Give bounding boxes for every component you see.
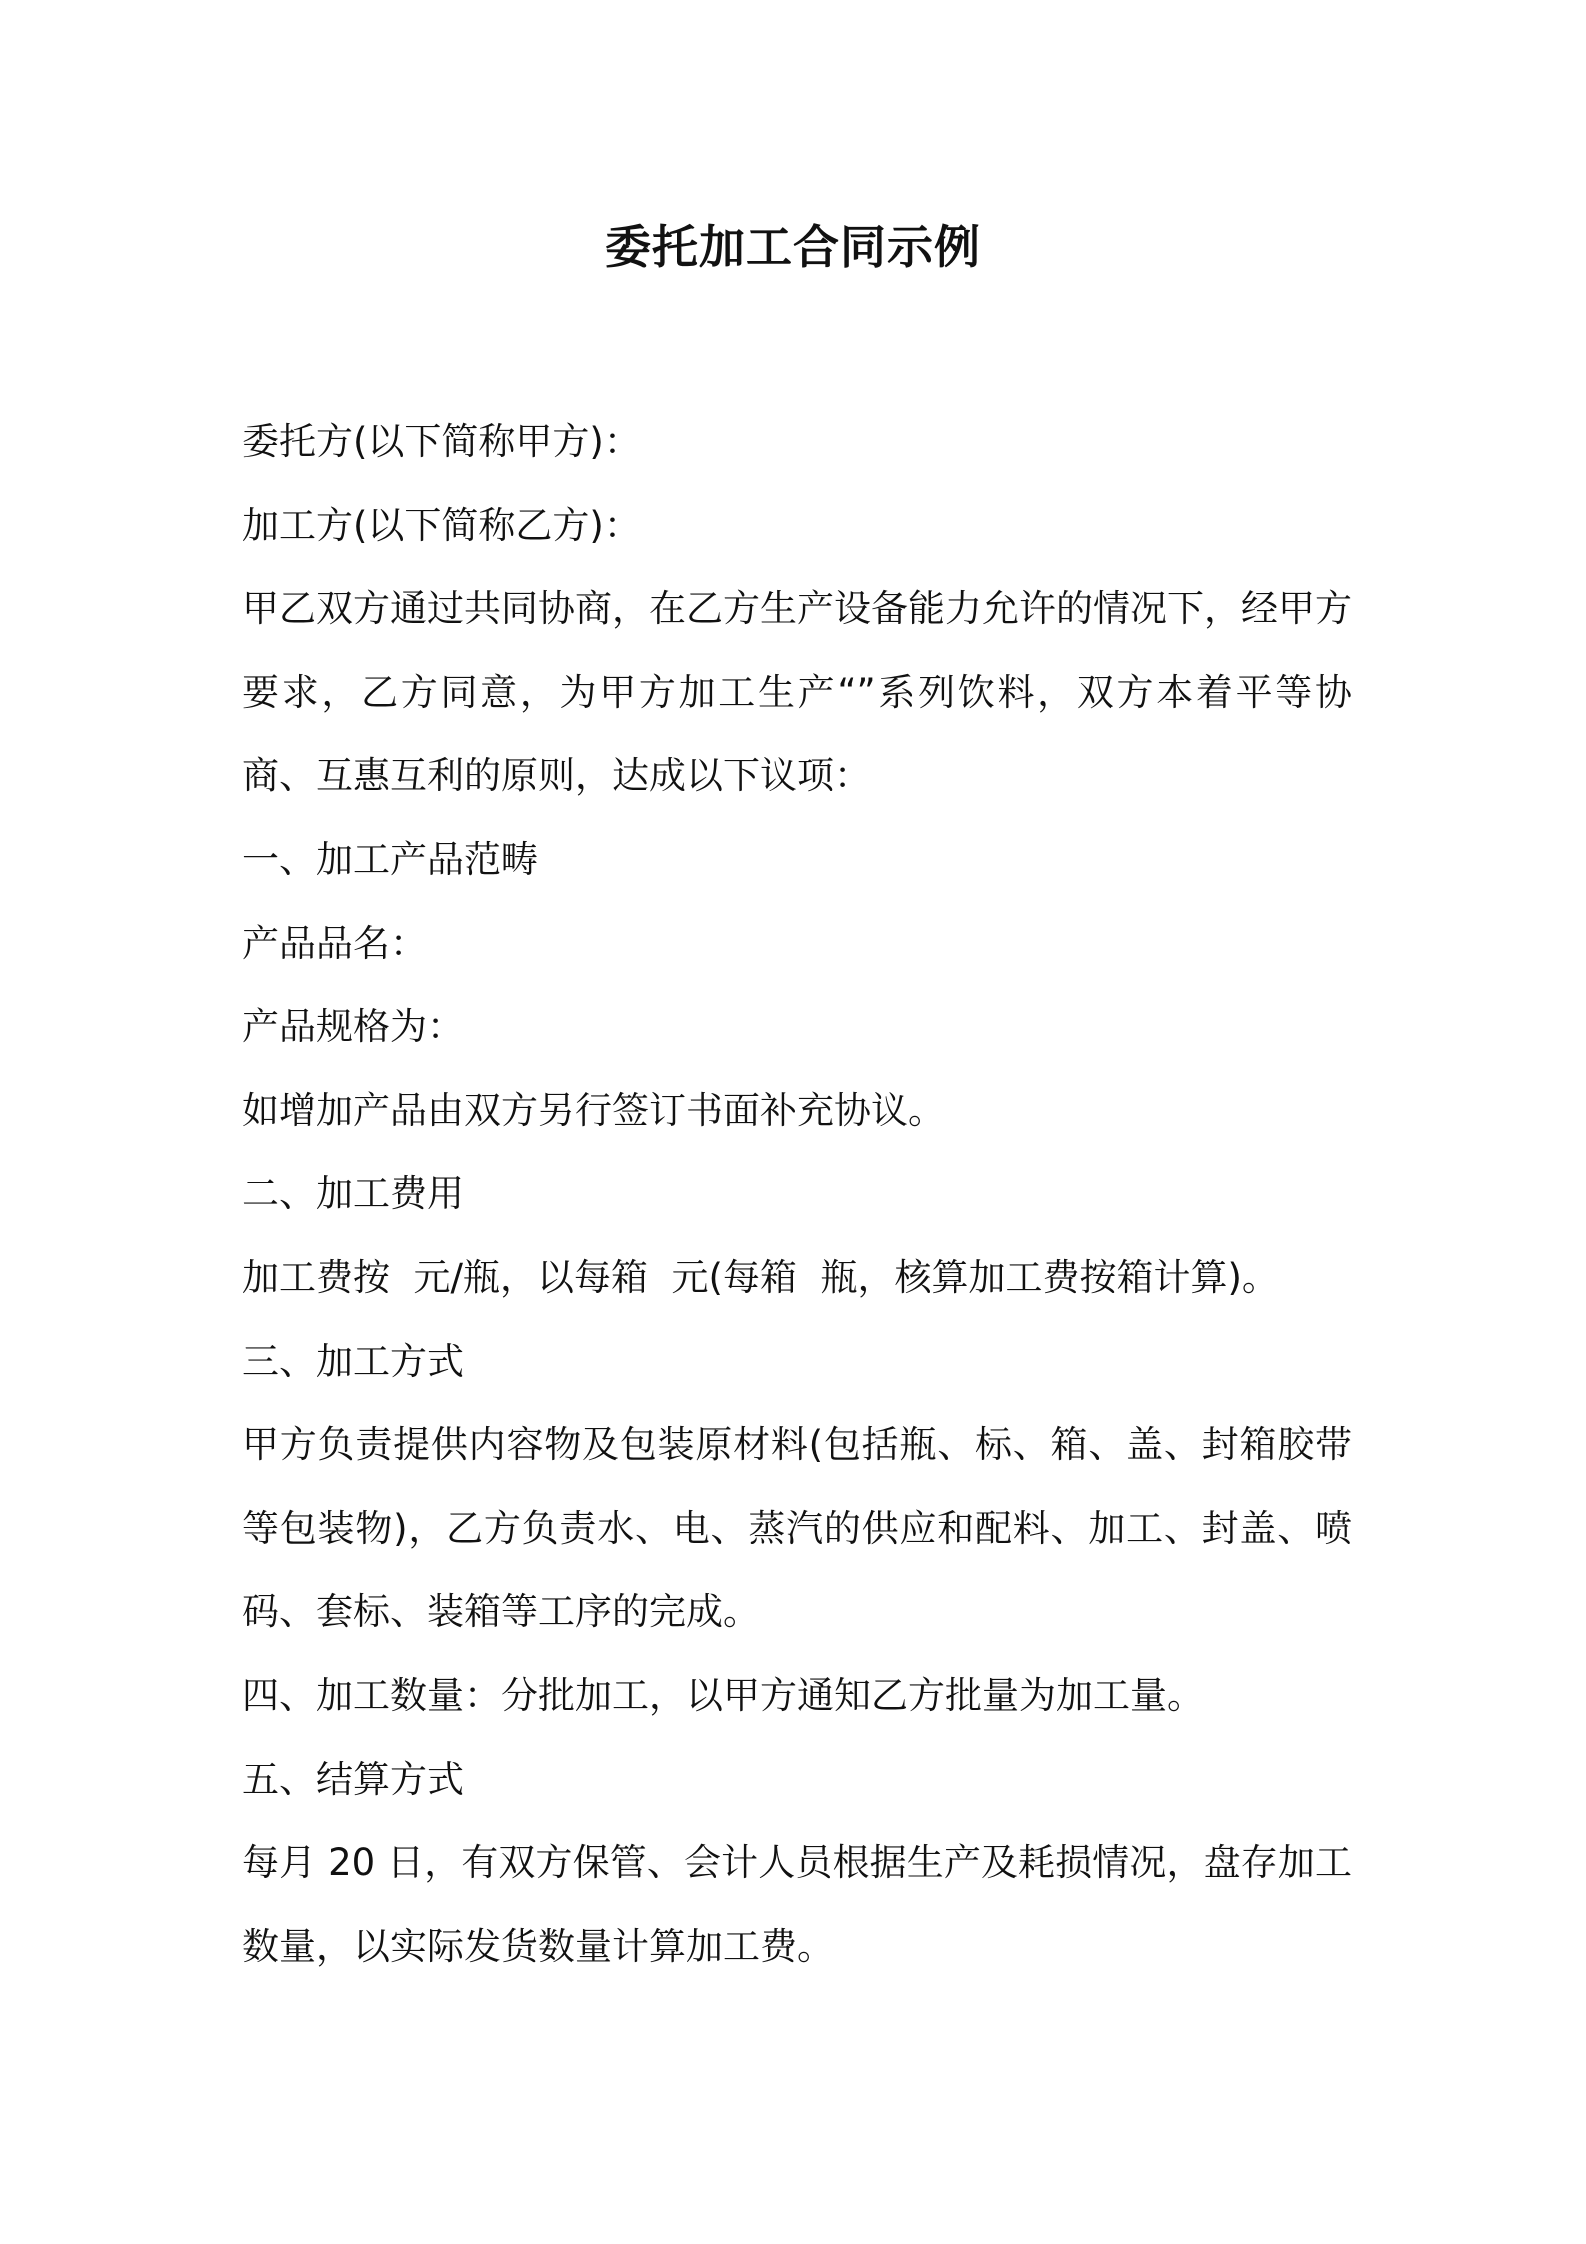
method-line: 等包装物)，乙方负责水、电、蒸汽的供应和配料、加工、封盖、喷 xyxy=(242,1506,1352,1550)
section-heading: 三、加工方式 xyxy=(242,1339,464,1383)
product-spec-line: 产品规格为： xyxy=(242,1005,464,1049)
settlement-line: 数量，以实际发货数量计算加工费。 xyxy=(242,1924,834,1968)
section-heading: 二、加工费用 xyxy=(242,1172,464,1216)
party-a-line: 委托方(以下简称甲方)： xyxy=(242,420,641,463)
section-heading: 一、加工产品范畴 xyxy=(242,837,538,881)
quantity-line: 四、加工数量：分批加工，以甲方通知乙方批量为加工量。 xyxy=(242,1673,1204,1717)
preamble-line: 商、互惠互利的原则，达成以下议项： xyxy=(242,754,871,798)
section-heading: 五、结算方式 xyxy=(242,1757,464,1801)
document-body xyxy=(242,400,1352,1988)
document-title: 委托加工合同示例 xyxy=(605,220,981,274)
preamble-line: 要求，乙方同意，为甲方加工生产“”系列饮料，双方本着平等协 xyxy=(242,670,1352,714)
settlement-line: 每月 20 日，有双方保管、会计人员根据生产及耗损情况，盘存加工 xyxy=(242,1841,1352,1885)
product-name-line: 产品品名： xyxy=(242,921,427,965)
product-supplement-line: 如增加产品由双方另行签订书面补充协议。 xyxy=(242,1088,945,1132)
fee-line: 加工费按 元/瓶，以每箱 元(每箱 瓶，核算加工费按箱计算)。 xyxy=(242,1255,1279,1299)
party-b-line: 加工方(以下简称乙方)： xyxy=(242,503,641,547)
method-line: 甲方负责提供内容物及包装原材料(包括瓶、标、箱、盖、封箱胶带 xyxy=(242,1423,1352,1467)
method-line: 码、套标、装箱等工序的完成。 xyxy=(242,1590,760,1634)
preamble-line: 甲乙双方通过共同协商，在乙方生产设备能力允许的情况下，经甲方 xyxy=(242,587,1352,631)
